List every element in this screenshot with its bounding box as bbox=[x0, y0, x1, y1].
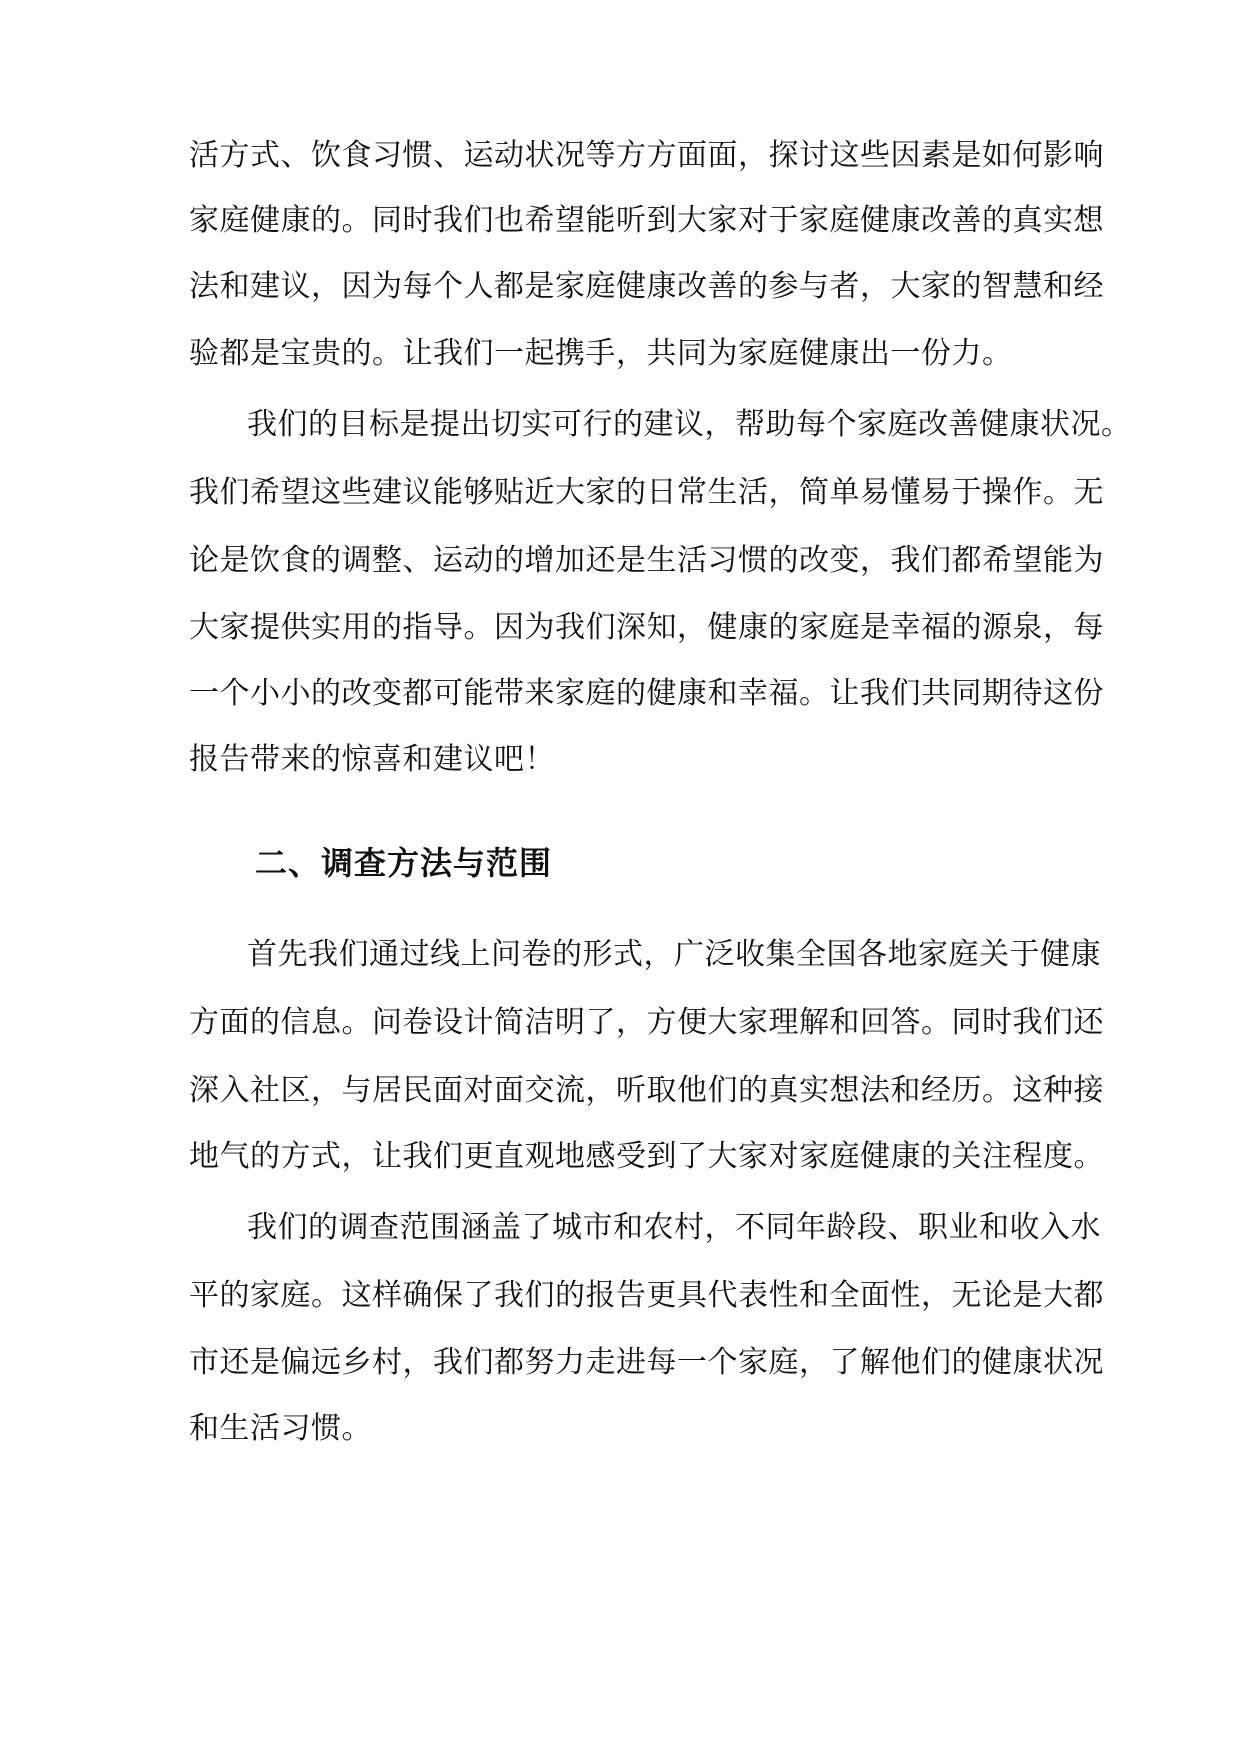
paragraph-line: 报告带来的惊喜和建议吧！ bbox=[189, 742, 555, 777]
section-heading: 二、调查方法与范围 bbox=[255, 844, 553, 882]
paragraph-line: 法和建议，因为每个人都是家庭健康改善的参与者，大家的智慧和经 bbox=[189, 269, 1104, 304]
paragraph-line: 一个小小的改变都可能带来家庭的健康和幸福。让我们共同期待这份 bbox=[189, 676, 1104, 711]
paragraph-line: 我们的调查范围涵盖了城市和农村，不同年龄段、职业和收入水 bbox=[247, 1210, 1101, 1245]
paragraph-line: 我们希望这些建议能够贴近大家的日常生活，简单易懂易于操作。无 bbox=[189, 475, 1104, 510]
paragraph-line: 方面的信息。问卷设计简洁明了，方便大家理解和回答。同时我们还 bbox=[189, 1005, 1104, 1040]
paragraph-line: 深入社区，与居民面对面交流，听取他们的真实想法和经历。这种接 bbox=[189, 1073, 1104, 1108]
paragraph-line: 首先我们通过线上问卷的形式，广泛收集全国各地家庭关于健康 bbox=[247, 937, 1101, 972]
paragraph-line: 地气的方式，让我们更直观地感受到了大家对家庭健康的关注程度。 bbox=[189, 1139, 1104, 1174]
paragraph-line: 家庭健康的。同时我们也希望能听到大家对于家庭健康改善的真实想 bbox=[189, 203, 1104, 238]
paragraph-line: 市还是偏远乡村，我们都努力走进每一个家庭，了解他们的健康状况 bbox=[189, 1345, 1104, 1380]
paragraph-line: 论是饮食的调整、运动的增加还是生活习惯的改变，我们都希望能为 bbox=[189, 543, 1104, 578]
paragraph-line: 活方式、饮食习惯、运动状况等方方面面，探讨这些因素是如何影响 bbox=[189, 138, 1104, 173]
paragraph-line: 平的家庭。这样确保了我们的报告更具代表性和全面性，无论是大都 bbox=[189, 1278, 1104, 1313]
paragraph-line: 大家提供实用的指导。因为我们深知，健康的家庭是幸福的源泉，每 bbox=[189, 610, 1104, 645]
paragraph-line: 我们的目标是提出切实可行的建议，帮助每个家庭改善健康状况。 bbox=[247, 407, 1132, 442]
paragraph-line: 和生活习惯。 bbox=[189, 1411, 372, 1446]
paragraph-line: 验都是宝贵的。让我们一起携手，共同为家庭健康出一份力。 bbox=[189, 336, 1013, 371]
